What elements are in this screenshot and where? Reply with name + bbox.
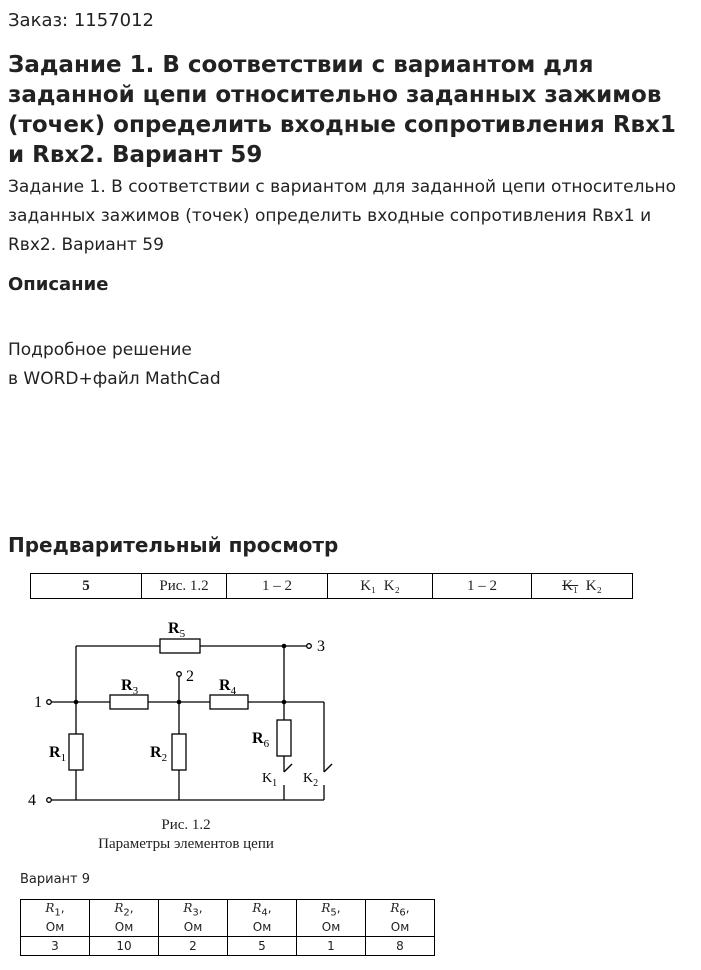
param-symbol: R	[252, 900, 262, 915]
param-subscript: 5	[330, 907, 337, 919]
resistor-r6	[277, 720, 291, 756]
resistor-r3	[110, 695, 148, 709]
param-header-cell: $R_1$, Ом	[21, 900, 90, 937]
switch-k1	[284, 764, 292, 772]
r3-label: $R_3$	[121, 677, 139, 697]
k2-label: $K_2$	[303, 771, 319, 789]
variant-label: Вариант 9	[20, 872, 91, 887]
param-symbol: R	[183, 900, 193, 915]
variant-row-table	[30, 573, 633, 599]
r1-label: $R_1$	[49, 744, 67, 764]
switch-k2	[324, 764, 332, 772]
r6-label: $R_6$	[252, 730, 270, 750]
order-number: Заказ: 1157012	[8, 10, 154, 31]
resistor-r4	[210, 695, 248, 709]
circuit-diagram	[0, 600, 360, 815]
variant-switches-2	[532, 574, 633, 599]
param-subscript: 2	[123, 907, 130, 919]
switch-label: K₁	[360, 577, 377, 594]
description-heading: Описание	[8, 274, 109, 295]
r4-label: $R_4$	[219, 677, 237, 697]
param-symbol: R	[45, 900, 55, 915]
switch-label: K₂	[383, 577, 400, 594]
resistor-r5	[160, 639, 200, 653]
parameters-header-row	[21, 900, 435, 937]
param-symbol: R	[321, 900, 331, 915]
parameters-value-row	[21, 937, 435, 956]
task-intro: Задание 1. В соответствии с вариантом для заданной цепи относительно заданных зажимов (точек) определить входные сопротивления Rвх1 и Rвх2. Вариант 59	[8, 177, 677, 255]
page-title: Задание 1. В соответствии с вариантом для заданной цепи относительно заданных зажимов (точек) определить входные сопротивления Rвх1 и Rвх2. Вариант 59	[8, 52, 676, 168]
preview-heading: Предварительный просмотр	[8, 533, 339, 557]
param-subscript: 6	[399, 907, 406, 919]
figure-caption: Рис. 1.2	[161, 817, 211, 833]
param-subscript: 1	[54, 907, 61, 919]
param-value-cell: 1	[297, 937, 366, 956]
variant-terminals-1: 1 – 2	[227, 574, 328, 599]
param-value-cell: 8	[366, 937, 435, 956]
param-symbol: R	[390, 900, 400, 915]
param-value-cell: 5	[228, 937, 297, 956]
param-symbol: R	[114, 900, 124, 915]
param-value-cell: 10	[90, 937, 159, 956]
param-subscript: 3	[192, 907, 199, 919]
param-unit: Ом	[114, 920, 134, 935]
variant-switches-1	[328, 574, 433, 599]
node-4-label: 4	[28, 792, 36, 809]
param-header-cell: $R_6$, Ом	[366, 900, 435, 937]
resistor-r1	[69, 734, 83, 770]
resistor-r2	[172, 734, 186, 770]
r5-label: $R_5$	[168, 620, 186, 640]
variant-terminals-2: 1 – 2	[433, 574, 532, 599]
param-header-cell: $R_2$, Ом	[90, 900, 159, 937]
r2-label: $R_2$	[150, 744, 168, 764]
param-header-cell: $R_5$, Ом	[297, 900, 366, 937]
description-line: Подробное решение	[8, 340, 192, 360]
param-unit: Ом	[390, 920, 410, 935]
switch-label: K₂	[585, 577, 602, 594]
parameters-table	[20, 899, 435, 956]
param-value-cell: 2	[159, 937, 228, 956]
param-header-cell: $R_4$, Ом	[228, 900, 297, 937]
param-unit: Ом	[183, 920, 203, 935]
node-3-label: 3	[317, 638, 325, 655]
param-unit: Ом	[321, 920, 341, 935]
param-subscript: 4	[261, 907, 268, 919]
param-unit: Ом	[252, 920, 272, 935]
param-value-cell: 3	[21, 937, 90, 956]
node-2-label: 2	[186, 668, 194, 685]
param-header-cell: $R_3$, Ом	[159, 900, 228, 937]
figure-subcaption: Параметры элементов цепи	[98, 836, 274, 852]
param-unit: Ом	[45, 920, 65, 935]
switch-label-struck: K₁	[562, 577, 579, 594]
variant-number: 5	[31, 574, 142, 599]
variant-row	[31, 574, 633, 599]
k1-label: $K_1$	[262, 771, 278, 789]
description-line: в WORD+файл MathCad	[8, 369, 221, 389]
variant-figure: Рис. 1.2	[142, 574, 227, 599]
description-text	[8, 336, 221, 394]
node-1-label: 1	[34, 694, 42, 711]
